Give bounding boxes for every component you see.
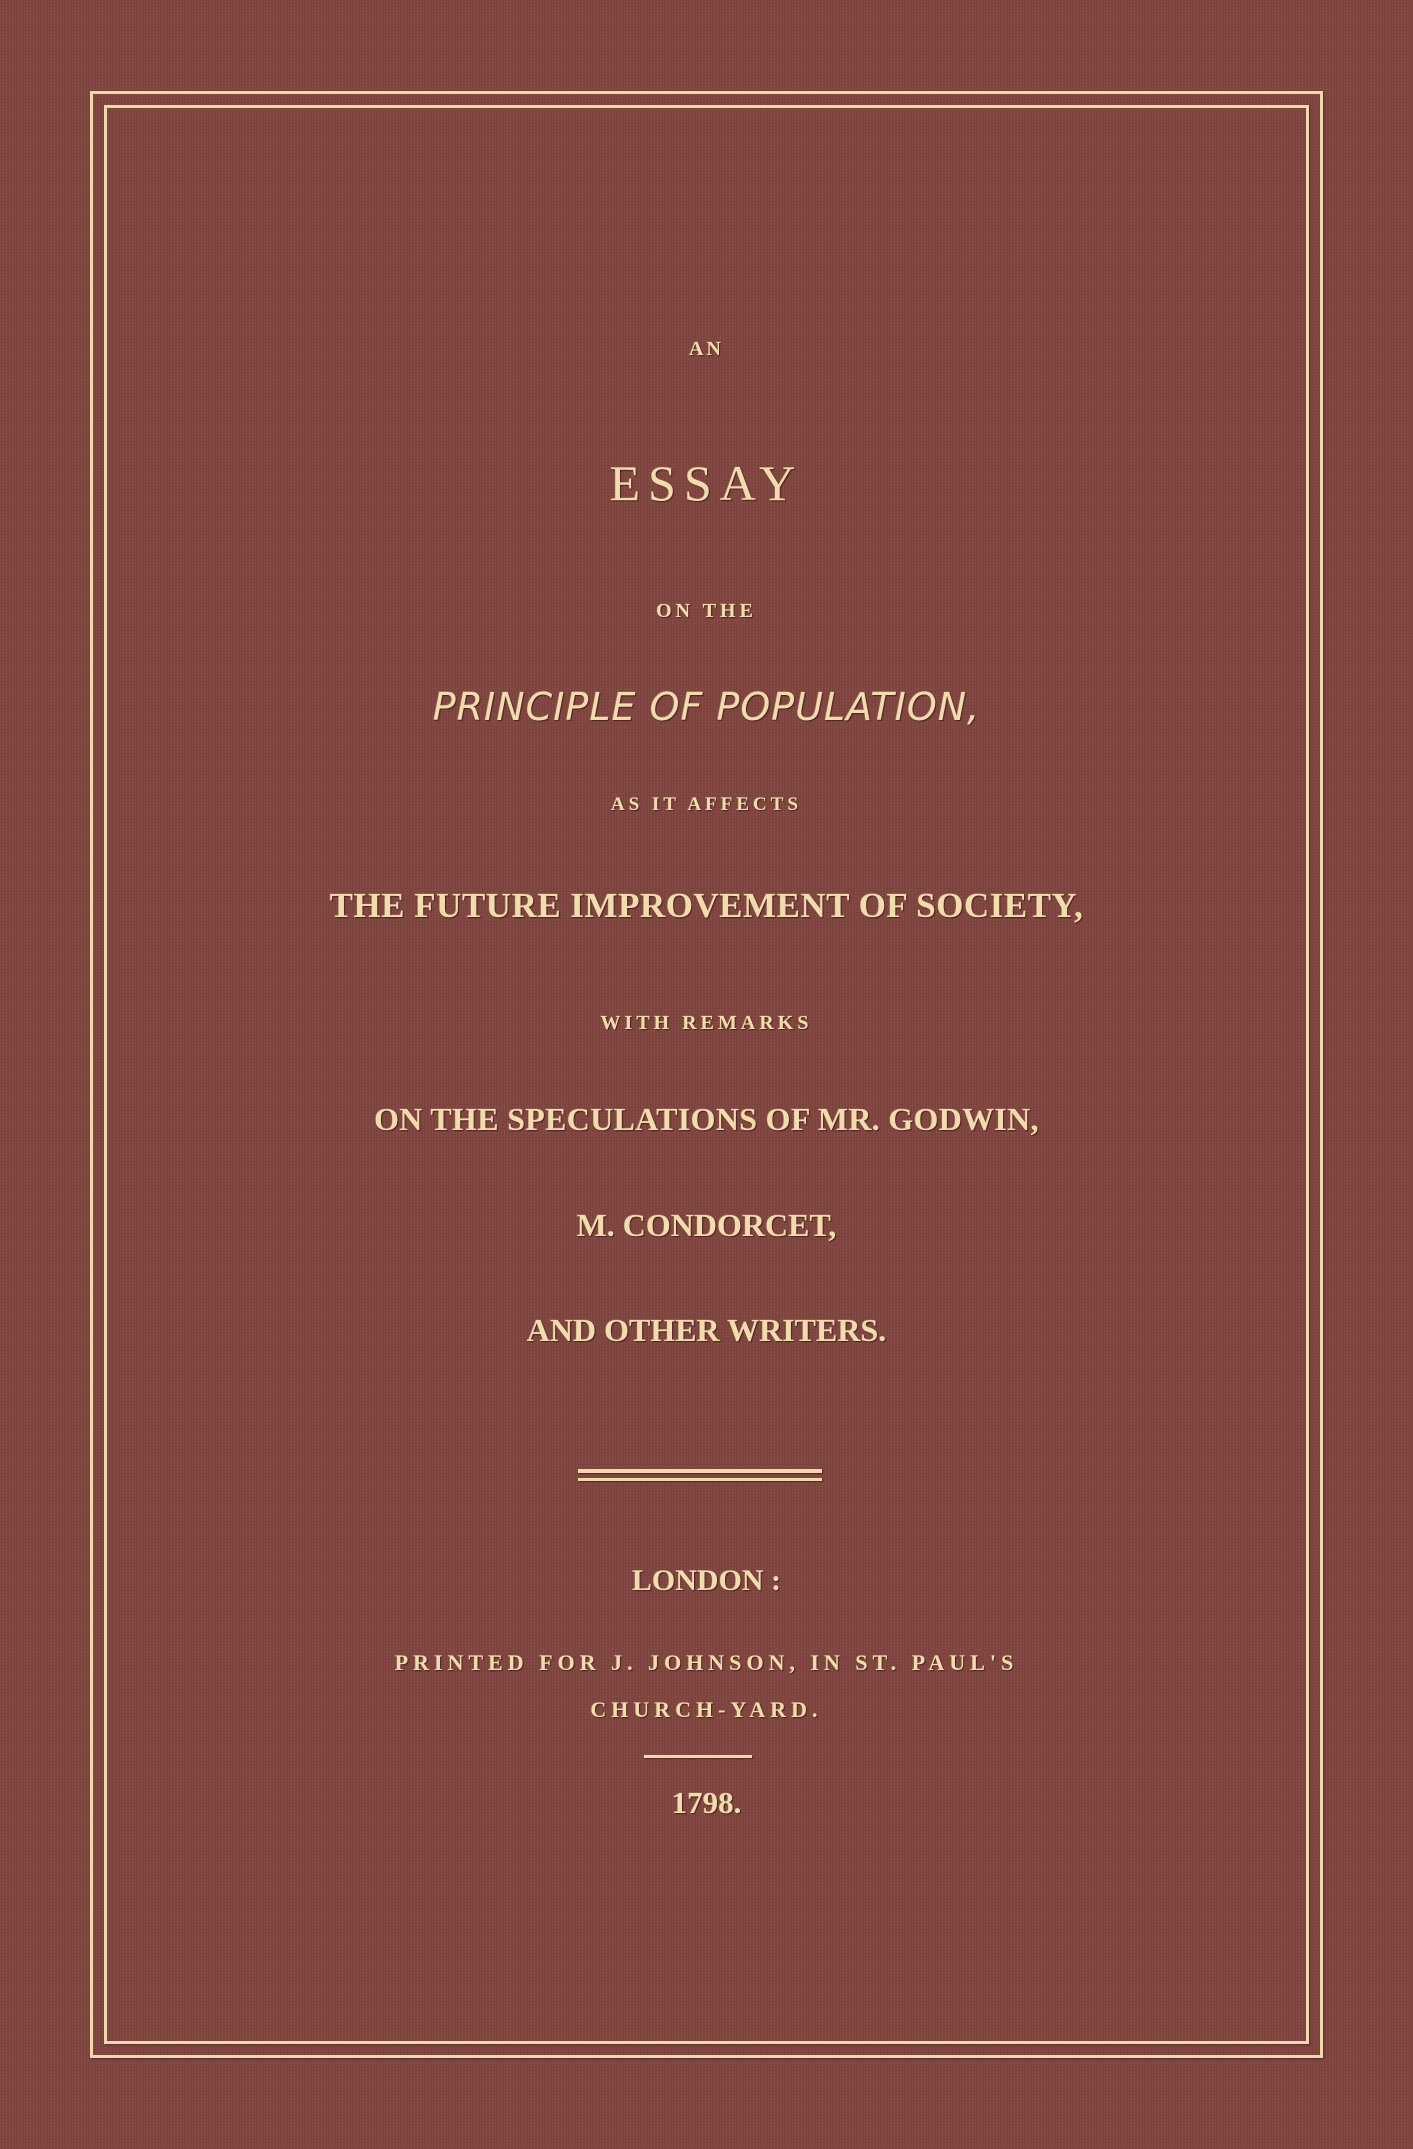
- title-with-remarks: WITH REMARKS: [600, 1012, 813, 1034]
- double-rule-bottom: [578, 1478, 822, 1481]
- title-condorcet: M. CONDORCET,: [576, 1207, 837, 1243]
- title-other-writers: AND OTHER WRITERS.: [526, 1312, 887, 1348]
- title-future-improvement: THE FUTURE IMPROVEMENT OF SOCIETY,: [329, 886, 1084, 925]
- imprint-printer-line-2: CHURCH-YARD.: [590, 1697, 823, 1722]
- double-rule-top: [578, 1469, 822, 1473]
- title-principle-of-population: PRINCIPLE OF POPULATION,: [432, 685, 981, 729]
- imprint-printer-line-1: PRINTED FOR J. JOHNSON, IN ST. PAUL'S: [394, 1650, 1019, 1675]
- title-on-the: ON THE: [656, 600, 757, 622]
- imprint-city: LONDON :: [631, 1564, 782, 1597]
- imprint-year: 1798.: [671, 1785, 742, 1820]
- short-rule: [644, 1755, 752, 1758]
- title-essay: ESSAY: [609, 455, 804, 511]
- title-article: AN: [689, 338, 724, 360]
- title-as-it-affects: AS IT AFFECTS: [610, 794, 803, 815]
- title-speculations: ON THE SPECULATIONS OF MR. GODWIN,: [374, 1101, 1039, 1137]
- inner-border-frame: [104, 105, 1309, 2044]
